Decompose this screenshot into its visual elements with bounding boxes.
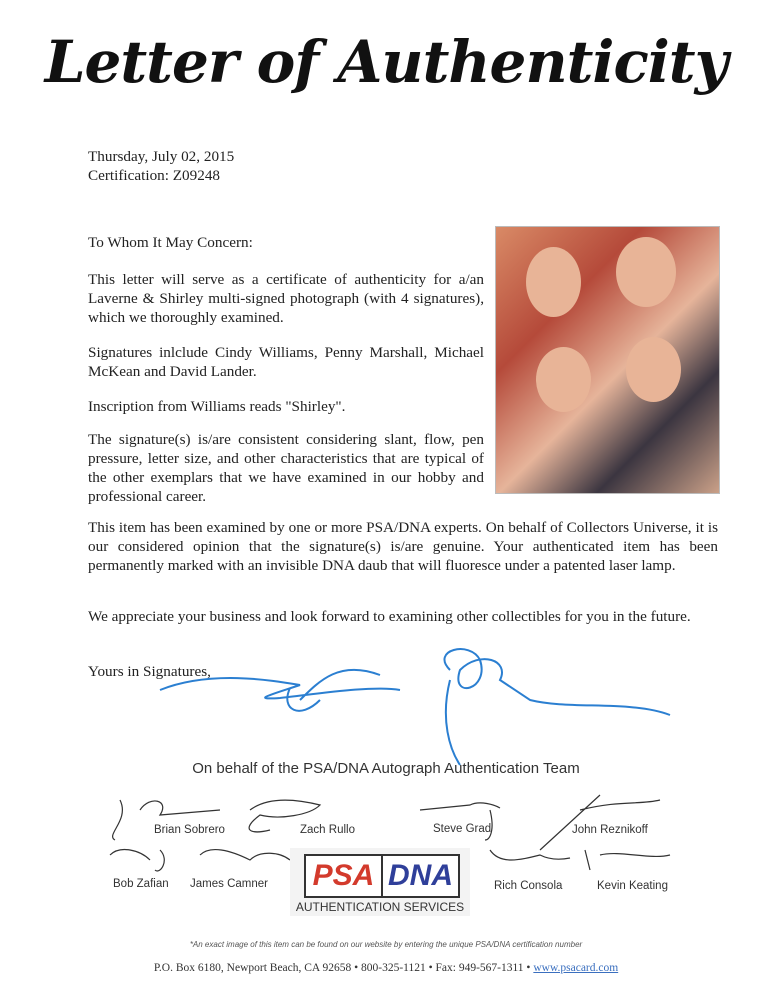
address-line: [0, 962, 772, 974]
letter-title: Letter of Authenticity: [44, 28, 728, 96]
paragraph-inscription: Inscription from Williams reads "Shirley".: [88, 398, 346, 415]
letter-date: Thursday, July 02, 2015: [88, 148, 235, 165]
footnote: *An exact image of this item can be found on our website by entering the unique PSA/DNA certification number: [189, 940, 583, 949]
website-link[interactable]: www.psacard.com: [533, 962, 619, 974]
closing: Yours in Signatures,: [88, 663, 211, 680]
team-member-name: Kevin Keating: [597, 880, 668, 892]
paragraph-signatures: Signatures inlclude Cindy Williams, Penny Marshall, Michael McKean and David Lander.: [88, 344, 484, 380]
team-heading: On behalf of the PSA/DNA Autograph Authentication Team: [192, 760, 580, 777]
certification-number: Certification: Z09248: [88, 167, 221, 184]
paragraph-closing: We appreciate your business and look forward to examining other collectibles for you in the future.: [88, 608, 691, 625]
signed-photograph: [495, 226, 720, 494]
salutation: To Whom It May Concern:: [88, 234, 253, 251]
team-member-name: Steve Grad: [433, 823, 492, 835]
team-member-name: Rich Consola: [494, 880, 563, 892]
address: P.O. Box 6180, Newport Beach, CA 92658 • 800-325-1121 • Fax: 949-567-1311 •: [153, 962, 531, 974]
team-member-name: Zach Rullo: [300, 824, 355, 836]
team-member-name: Brian Sobrero: [154, 824, 225, 836]
paragraph-intro: This letter will serve as a certificate of authenticity for a/an Laverne & Shirley multi-signed photograph (with 4 signatures), which we thoroughly examined.: [88, 271, 484, 326]
logo-psa: PSA: [306, 856, 383, 896]
paragraph-analysis: The signature(s) is/are consistent considering slant, flow, pen pressure, letter size, and other characteristics that are typical of the other exemplars that we have examined in our hobby and professional career.: [88, 431, 484, 505]
team-member-name: Bob Zafian: [113, 878, 169, 890]
psa-dna-logo: [290, 848, 470, 916]
handwritten-signature: [150, 640, 680, 770]
logo-subtitle: AUTHENTICATION SERVICES: [295, 900, 465, 914]
team-member-name: James Camner: [190, 878, 268, 890]
team-member-name: John Reznikoff: [572, 824, 648, 836]
paragraph-opinion: This item has been examined by one or more PSA/DNA experts. On behalf of Collectors Universe, it is our considered opinion that the signature(s) is/are genuine. Your authenticated item has been permanently marked with an invisible DNA daub that will fluoresce under a patented laser lamp.: [88, 519, 718, 574]
logo-dna: DNA: [388, 859, 453, 892]
